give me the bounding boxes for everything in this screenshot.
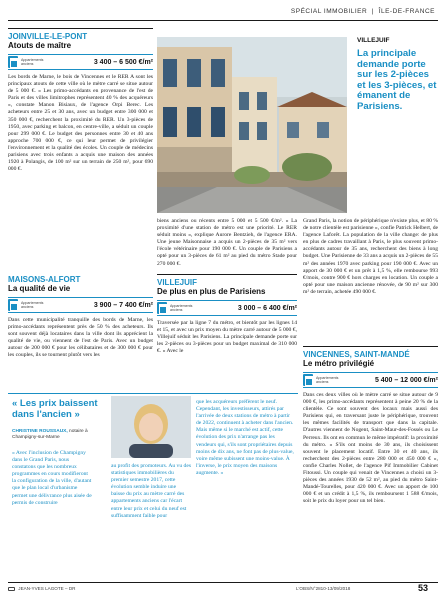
- apartment-icon: [157, 302, 167, 314]
- vincennes-price: 5 400 – 12 000 €/m²: [374, 376, 438, 384]
- vincennes-title: VINCENNES, SAINT-MANDÉ: [303, 350, 410, 359]
- interviewee-role: notaire à Champigny-sur-Marne: [12, 429, 88, 440]
- apartment-icon: [8, 299, 18, 311]
- joinville-price-bar: [8, 54, 153, 70]
- villejuif-price: 3 000 – 6 400 €/m²: [237, 304, 297, 312]
- header-section: SPÉCIAL IMMOBILIER: [290, 8, 368, 15]
- page-number: 53: [418, 583, 429, 593]
- running-header: [245, 8, 435, 15]
- right-column-body: Grand Paris, la notion de périphérique n'existe plus, et 80 % de notre clientèle est parisienne », confie Patrick Helbert, de l'agence Laforêt. La population de la ville change: de plus en plus de cadres travaillant à Paris, le plus souvent primo-accédants autour de 35 ans, recherchent des biens à long budget. Une Parisienne de 33 ans a acquis un 2-pièces de 55 m² des années 1970 avec parking pour 190 000 €. Avec un apport de 30 000 € et un prêt à 1,5 %, elle rembourse 993 €/mois, contre 900 € hors charges en location. Un couple a opté pour une maison ancienne rénovée, de 90 m² sur 300 m² de terrain, achetée 490 000 €.: [303, 218, 438, 295]
- interviewee-name: CHRISTINE ROUSSAUX,: [12, 429, 68, 434]
- villejuif-subtitle: De plus en plus de Parisiens: [157, 287, 266, 296]
- maisons-price: 3 900 – 7 400 €/m²: [93, 301, 153, 309]
- street-photo-illustration: [157, 37, 347, 213]
- joinville-subtitle: Atouts de maître: [8, 41, 72, 50]
- maisons-subtitle: La qualité de vie: [8, 284, 71, 293]
- price-label: Appartements anciens: [21, 301, 44, 309]
- interview-credit: [12, 429, 112, 441]
- price-label: Appartements anciens: [21, 58, 44, 66]
- section-top-rule: [303, 346, 438, 347]
- interview-col1: « Avec l'inclusion de Champigny dans le Grand Paris, nous constatons que les nombreux programmes en cours modifieront la configuration de la ville, d'autant que le plan local d'urbanisme permet une délivrance plus aisée de permis de construire: [12, 450, 92, 506]
- vincennes-price-bar: [303, 372, 438, 388]
- apartment-icon: [303, 374, 313, 386]
- interview-top-rule: [8, 393, 298, 394]
- vincennes-section: [303, 346, 438, 582]
- villejuif-quote-box: [357, 37, 437, 217]
- maisons-price-bar: [8, 297, 153, 313]
- header-rule: [8, 20, 438, 21]
- vincennes-body: Dans ces deux villes où le mètre carré se situe autour de 9 000 €, les primo-accédants représentent à peine 20 % de la clientèle. Ce sont souvent des locaux mais aussi des Parisiens qui, en traversant juste le périphérique, trouvent les mêmes facilités de transport que dans la capitale. D'autres viennent de Nogent, Saint-Maur-des-Fossés ou Le Perreux. Ils ont en commun le même impératif: la proximité du métro. « S'ils ont moins de 30 ans, ils choisissent souvent le placement locatif. Entre 30 et 40 ans, ils recherchent des 2-pièces entre 280 000 et 450 000 € », confie Charles Nollet, de l'agence Pif Immobilier Cabinet Fitoussi. Un couple qui venait de Vincennes a choisi un 3-pièces des années 1930 de 52 m², au pied du métro Saint-Mandé-Tourelles, pour 420 000 €. Avec un apport de 100 000 € et un crédit à 1,5 %, ils remboursent 1 588 €/mois, soit le prix du loyer pour un tel bien.: [303, 392, 438, 505]
- footer-issue: L'OBS/N°2810-13/09/2018: [296, 586, 351, 591]
- portrait-illustration: [111, 396, 191, 458]
- interviewee-portrait: [111, 396, 191, 458]
- section-top-rule: [157, 274, 297, 275]
- camera-icon: [8, 587, 15, 591]
- section-top-rule: [8, 28, 153, 29]
- footer-credit: [8, 586, 75, 591]
- joinville-title: JOINVILLE-LE-PONT: [8, 32, 88, 41]
- interview-box: [8, 393, 298, 583]
- street-photo: [157, 37, 347, 213]
- footer-rule: [8, 582, 438, 583]
- price-label: Appartements anciens: [316, 376, 339, 384]
- maisons-title: MAISONS-ALFORT: [8, 275, 81, 284]
- maisons-section: [8, 275, 153, 409]
- quote-text: La principale demande porte sur les 2-pièces et les 3-pièces, et émanent de Parisiens.: [357, 48, 437, 112]
- villejuif-body: Traversée par la ligne 7 du métro, et bientôt par les lignes 14 et 15, et avec un prix moyen du mètre carré autour de 5 000 €, Villejuif séduit les Parisiens. La principale demande porte sur les 2-pièces ou 3-pièces pour un budget maximal de 310 000 €. « Avec le: [157, 320, 297, 355]
- apartment-icon: [8, 56, 18, 68]
- middle-column-body: biens anciens ou récents entre 5 000 et 5 500 €/m². « La proximité d'une station de métro est une priorité. Le RER séduit moins », explique Aurore Bentzieh, de l'agence ERA. Une jeune Maisonnaise a acquis un 2-pièces de 35 m² vers l'école vétérinaire pour 190 000 €. Un couple de Parisiens a opté pour un 3-pièces de 61 m² au pied du métro Stade pour 270 000 €.: [157, 218, 297, 267]
- photo-credit: JEAN-YVES LAGOTE – DR: [18, 586, 76, 591]
- joinville-section: [8, 28, 153, 269]
- maisons-body: Dans cette municipalité tranquille des bords de Marne, les primo-accédants représentent près de 50 % des acheteurs. Ils sont souvent déjà locataires dans la ville dont ils apprécient la qualité de vie, ou viennent de l'est de Paris. Avec un budget autour de 200 000 € pour les célibataires et de 300 000 € pour les couples, ils se tournent plutôt vers les: [8, 317, 153, 359]
- villejuif-section: [157, 274, 297, 370]
- interview-col2: au profit des promoteurs. Au vu des statistiques immobilières du premier semestre 2017, cette évolution semble induire une baisse du prix au mètre carré des appartements anciens car l'écart entre leur prix et celui du neuf est suffisamment faible pour: [111, 463, 191, 519]
- villejuif-title: VILLEJUIF: [157, 278, 198, 287]
- joinville-price: 3 400 – 6 500 €/m²: [93, 58, 153, 66]
- quote-label: VILLEJUIF: [357, 37, 390, 44]
- interview-quote: « Les prix baissent dans l'ancien »: [12, 398, 98, 420]
- interview-col3: que les acquéreurs préfèrent le neuf. Cependant, les investisseurs, attirés par l'arrivée de deux stations de métro à partir de 2022, continuent à acheter dans l'ancien. Mais même si le marché est actif, cette évolution des prix n'arrange pas les vendeurs qui, s'ils sont propriétaires depuis moins de dix ans, ne font pas de plus-value, voire même subissent une moins-value. À l'inverse, le prix moyen des maisons augmente. »: [196, 399, 294, 476]
- price-label: Appartements anciens: [170, 304, 193, 312]
- header-region: ÎLE-DE-FRANCE: [378, 8, 435, 15]
- header-separator: |: [369, 8, 377, 15]
- villejuif-price-bar: [157, 300, 297, 316]
- joinville-body: Les bords de Marne, le bois de Vincennes et le RER A sont les principaux atouts de cette ville où le mètre carré se situe autour de 5 000 €. « Les primo-accédants en provenance de l'est de Paris et des villes limitrophes représentent 40 % des acquéreurs », constate Manon Bisiaux, de l'agence Orpi Berec. Les acheteurs entre 25 et 30 ans, avec un budget entre 300 000 et 350 000 €, recherchent la proximité du RER. Un 3-pièces de 1950, avec parking et balcon, en centre-ville, a séduit un couple pour 299 000 €. Le budget des personnes entre 30 et 40 ans approche 700 000 €, ce qui leur permet de privilégier l'environnement et la qualité des écoles. Un couple de médecins parisiens avec trois enfants a acquis une maison des années 1920 à Polangis, de 100 m² sur un terrain de 250 m², pour 690 000 €.: [8, 74, 153, 173]
- vincennes-subtitle: Le métro privilégié: [303, 359, 375, 368]
